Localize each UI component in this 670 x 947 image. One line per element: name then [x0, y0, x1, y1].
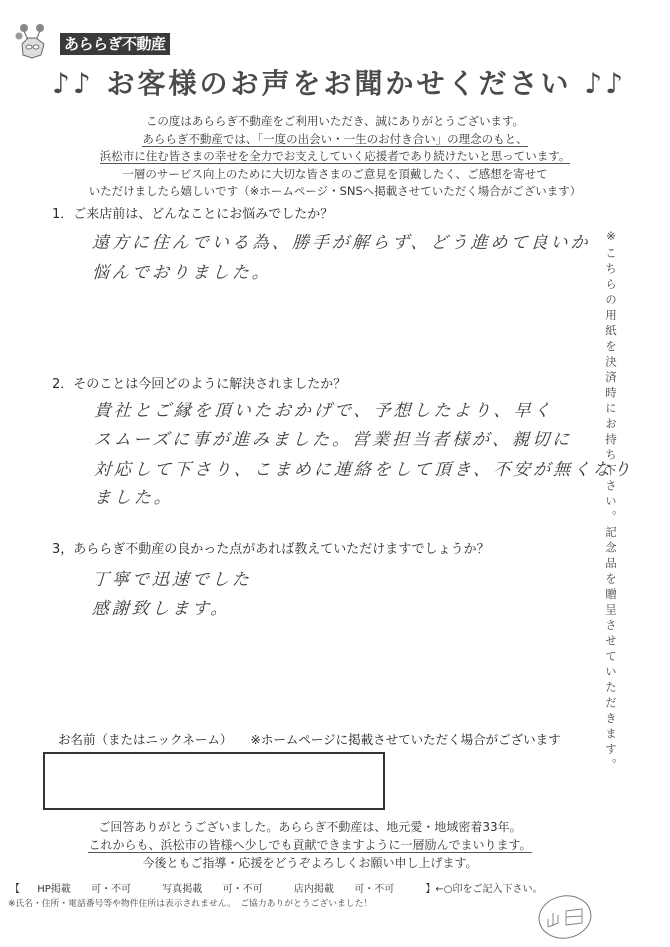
intro-line: あららぎ不動産では、「一度の出会い・一生のお付き合い」の理念のもと、	[142, 131, 528, 146]
publication-consent	[10, 880, 557, 895]
question-3-label: 3，あららぎ不動産の良かった点があれば教えていただけますでしょうか？	[52, 542, 490, 557]
question-2-answer-line: スムーズに事が進みました。営業担当者様が、親切に	[93, 430, 573, 450]
mascot-character-icon	[14, 22, 50, 60]
question-2-label: 2．そのことは今回どのように解決されましたか？	[52, 377, 347, 392]
intro-line: いただけましたら嬉しいです（※ホームページ・SNSへ掲載させていただく場合がございます）	[88, 184, 582, 198]
question-3-answer-line: 感謝致します。	[91, 599, 232, 619]
closing-line: これからも、浜松市の皆様へ少しでも貢献できますように一層励んでまいります。	[88, 838, 532, 852]
closing-text	[60, 818, 560, 872]
question-1-label: 1．ご来店前は、どんなことにお悩みでしたか？	[52, 207, 334, 222]
intro-text	[60, 113, 610, 201]
consent-close-bracket: 】←○印をご記入下さい。	[425, 884, 543, 895]
name-label: お名前（またはニックネーム）	[58, 732, 233, 747]
name-field[interactable]	[43, 752, 385, 810]
closing-line: ご回答ありがとうございました。あららぎ不動産は、地元愛・地域密着33年。	[98, 820, 522, 834]
intro-line: 浜松市に住む皆さまの幸せを全力でお支えしていく応援者であり続けたいと思っています。	[99, 149, 571, 163]
consent-in-store[interactable]: 店内掲載 可・不可	[293, 884, 395, 895]
consent-open-bracket: 【	[10, 884, 20, 895]
hand-drawn-seal-icon	[536, 893, 594, 941]
intro-line: この度はあららぎ不動産をご利用いただき、誠にありがとうございます。	[145, 114, 525, 128]
question-2-answer-line: 貴社とご縁を頂いたおかげで、予想したより、早く	[93, 401, 555, 421]
name-section-header	[58, 730, 561, 748]
page-title: ♪♪ お客様のお声をお聞かせください ♪♪	[52, 67, 626, 100]
footnote: ※氏名・住所・電話番号等や物件住所は表示されません。 ご協力ありがとうございました！	[8, 899, 373, 909]
question-2-answer-line: ました。	[93, 488, 175, 508]
consent-hp[interactable]: HP掲載 可・不可	[37, 884, 132, 895]
closing-line: 今後ともご指導・応援をどうぞよろしくお願い申し上げます。	[142, 856, 478, 870]
intro-line: 一層のサービス向上のために大切な皆さまのご意見を頂戴したく、ご感想を寄せて	[122, 166, 548, 181]
company-logo: あららぎ不動産	[60, 33, 170, 55]
side-note: ※こちらの用紙を決済時にお持ち下さい。記念品を贈呈させていただきます。	[604, 229, 618, 774]
consent-photo[interactable]: 写真掲載 可・不可	[162, 884, 263, 895]
question-3-answer-line: 丁寧で迅速でした	[91, 570, 253, 590]
question-1-answer-line: 遠方に住んでいる為、勝手が解らず、どう進めて良いか	[91, 233, 592, 253]
name-note: ※ホームページに掲載させていただく場合がございます	[250, 732, 561, 747]
question-1-answer-line: 悩んでおりました。	[91, 263, 273, 283]
question-2-answer-line: 対応して下さり、こまめに連絡をして頂き、不安が無くなり	[93, 460, 634, 480]
